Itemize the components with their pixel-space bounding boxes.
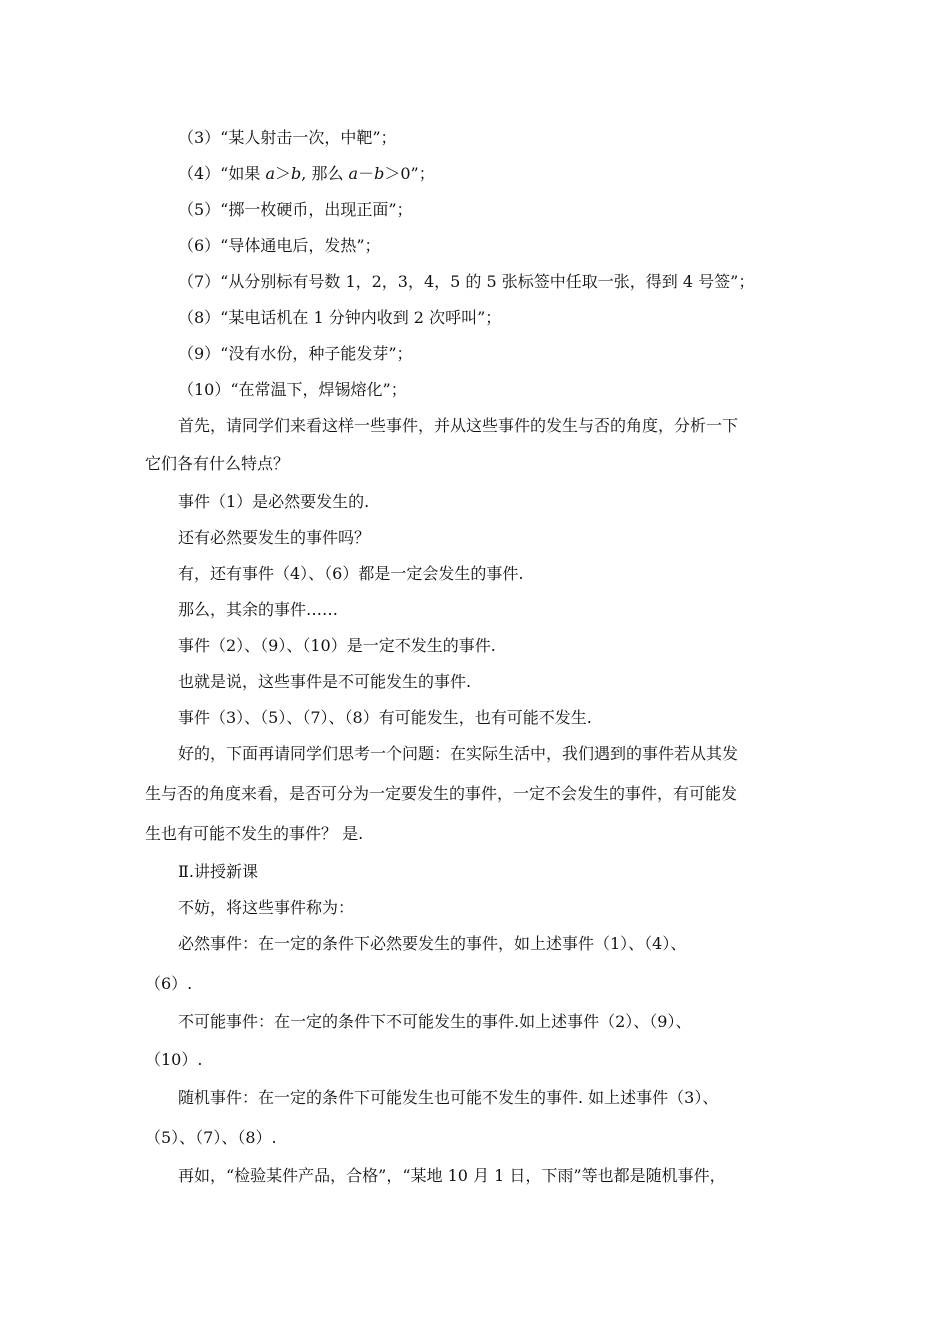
event-item-6: （6）“导体通电后，发热”； (178, 236, 381, 255)
dialogue-line: 有，还有事件（4）、（6）都是一定会发生的事件. (178, 564, 524, 583)
question-paragraph-line-1: 好的，下面再请同学们思考一个问题：在实际生活中，我们遇到的事件若从其发 (178, 744, 739, 763)
event-item-4-prefix: （4）“如果 (178, 164, 266, 183)
event-item-9: （9）“没有水份，种子能发芽”； (178, 344, 413, 363)
dialogue-line: 事件（3）、（5）、（7）、（8）有可能发生，也有可能不发生. (178, 708, 592, 727)
naming-line: 不妨，将这些事件称为： (178, 898, 355, 917)
event-item-4-tail: ＞0”； (384, 164, 435, 183)
event-item-10: （10）“在常温下，焊锡熔化”； (178, 380, 407, 399)
dialogue-line: 事件（1）是必然要发生的. (178, 492, 370, 511)
event-item-8: （8）“某电话机在 1 分钟内收到 2 次呼叫”； (178, 308, 502, 327)
event-item-4 (178, 164, 435, 184)
greater-than-sign: ＞ (275, 164, 292, 183)
variable-a: a (265, 164, 275, 183)
intro-paragraph-line-1: 首先，请同学们来看这样一些事件，并从这些事件的发生与否的角度，分析一下 (178, 416, 739, 435)
event-item-5: （5）“掷一枚硬币，出现正面”； (178, 200, 413, 219)
random-event-definition-line-1: 随机事件：在一定的条件下可能发生也可能不发生的事件. 如上述事件（3）、 (178, 1088, 719, 1107)
dialogue-line: 事件（2）、（9）、（10）是一定不发生的事件. (178, 636, 496, 655)
random-event-definition-line-2: （5）、（7）、（8）. (145, 1128, 277, 1147)
question-paragraph-line-2: 生与否的角度来看，是否可分为一定要发生的事件，一定不会发生的事件，有可能发 (145, 784, 738, 803)
variable-a: a (348, 164, 359, 183)
impossible-event-definition-line-2: （10）. (145, 1050, 203, 1069)
minus-sign: － (358, 164, 375, 183)
intro-paragraph-line-2: 它们各有什么特点？ (145, 454, 290, 473)
dialogue-line: 那么，其余的事件…… (178, 600, 339, 619)
example-line: 再如，“检验某件产品，合格”，“某地 10 月 1 日，下雨”等也都是随机事件， (178, 1166, 726, 1185)
event-item-3: （3）“某人射击一次，中靶”； (178, 128, 397, 147)
certain-event-definition-line-2: （6）. (145, 974, 193, 993)
variable-b: b (374, 164, 385, 183)
event-item-7: （7）“从分别标有号数 1，2，3，4，5 的 5 张标签中任取一张，得到 4 号签”； (178, 272, 755, 291)
dialogue-line: 也就是说，这些事件是不可能发生的事件. (178, 672, 472, 691)
event-item-4-middle: , 那么 (301, 164, 349, 183)
section-heading: Ⅱ.讲授新课 (178, 862, 258, 881)
impossible-event-definition-line-1: 不可能事件：在一定的条件下不可能发生的事件.如上述事件（2）、（9）、 (178, 1012, 692, 1031)
question-paragraph-line-3: 生也有可能不发生的事件？ 是. (145, 824, 364, 843)
dialogue-line: 还有必然要发生的事件吗？ (178, 528, 371, 547)
certain-event-definition-line-1: 必然事件：在一定的条件下必然要发生的事件，如上述事件（1）、（4）、 (178, 934, 687, 953)
variable-b: b (291, 164, 302, 183)
